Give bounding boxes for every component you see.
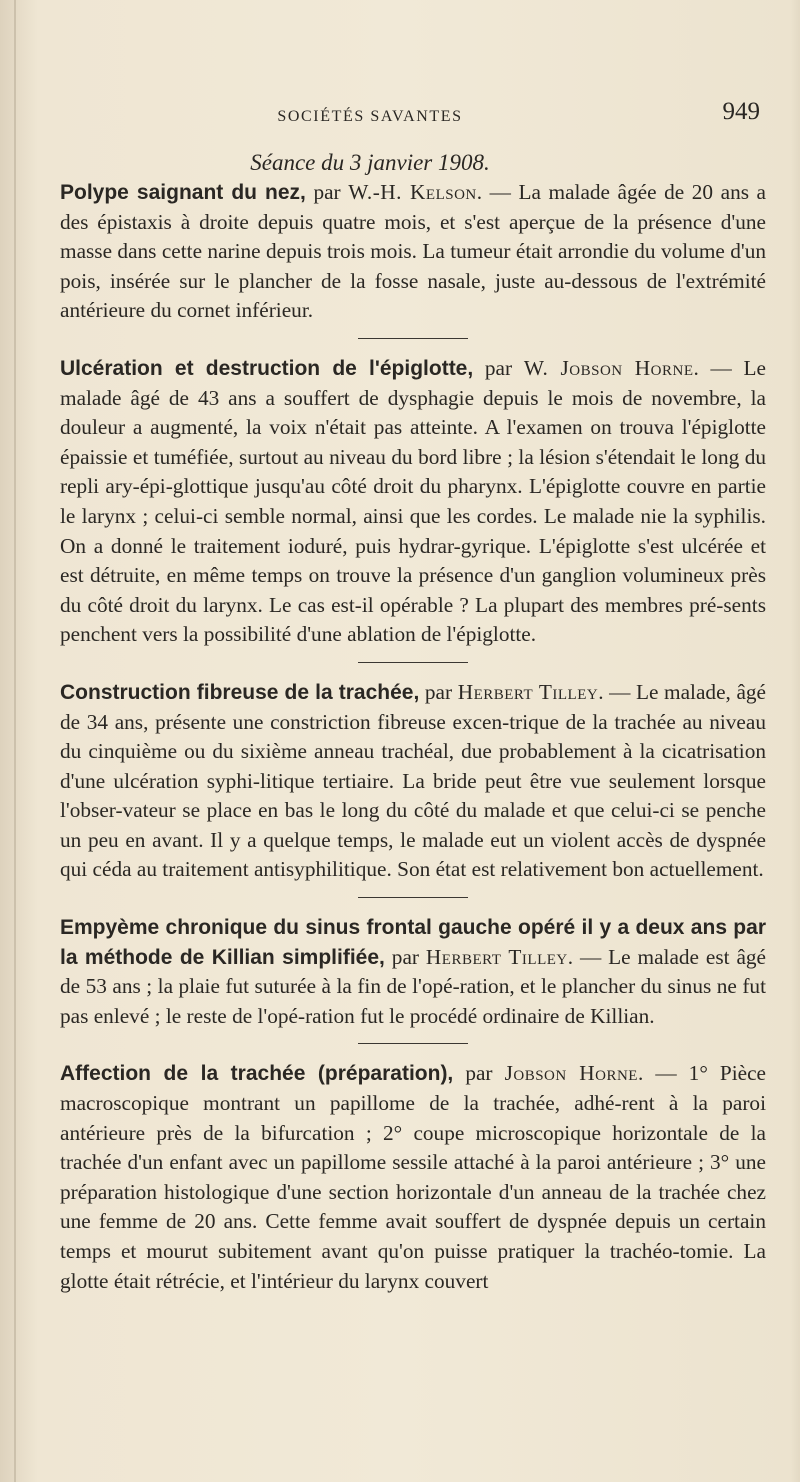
- running-head: SOCIÉTÉS SAVANTES: [277, 108, 463, 125]
- separator-rule: [60, 1031, 766, 1059]
- article-author: Herbert Tilley: [457, 679, 599, 704]
- article-paragraph: [60, 178, 766, 326]
- article-by: par: [424, 679, 453, 704]
- article-by: par: [313, 180, 341, 204]
- article-text: . — 1° Pièce macroscopique montrant un papillome de la trachée, adhé-rent à la paroi antérieure près de la bifurcation ; 2° coupe microscopique horizontale de la trachée d'un enfant avec un papillome sessile attaché à la paroi antérieure ; 3° une préparation histologique d'une section horizontale d'un anneau de la trachée chez une femme de 20 ans. Cette femme avait souffert de dyspnée depuis un certain temps et mourut subitement avant qu'on puisse pratiquer la trachéo-tomie. La glotte était rétrécie, et l'intérieur du larynx couvert: [60, 1061, 766, 1293]
- session-title: Séance du 3 janvier 1908.: [250, 150, 490, 175]
- separator-rule: [60, 326, 766, 354]
- article-by: par: [484, 355, 513, 380]
- article-text: . — Le malade, âgé de 34 ans, présente une constriction fibreuse excen-trique de la trachée au niveau du cinquième ou du sixième anneau trachéal, due probablement à la cicatrisation d'une ulcération syphi-litique tertiaire. La bride peut être vue seulement lorsque l'obser-vateur se place en bas le long du côté du malade et que celui-ci se penche un peu en avant. Il y a quelque temps, le malade eut un violent accès de dyspnée qui céda au traitement antisyphilitique. Son état est relativement bon actuellement.: [60, 679, 766, 882]
- article-construction: [60, 678, 766, 885]
- article-affection: [60, 1059, 766, 1296]
- article-text: . — La malade âgée de 20 ans a des épistaxis à droite depuis quatre mois, et s'est aperçue de la présence d'une masse dans cette narine depuis trois mois. La tumeur était arrondie du volume d'un pois, insérée sur le plancher de la fosse nasale, juste au-dessous de l'extrémité antérieure du cornet inférieur.: [60, 180, 767, 323]
- article-title: Empyème chronique du sinus frontal gauche opéré il y a deux ans par la méthode de Killian simplifiée,: [60, 916, 766, 969]
- article-polype: [60, 178, 766, 326]
- page-number: 949: [722, 98, 760, 125]
- article-by: par: [391, 944, 419, 969]
- article-author: Jobson Horne: [504, 1061, 638, 1086]
- article-by: par: [465, 1061, 493, 1086]
- article-paragraph: [60, 678, 766, 885]
- page-header: [60, 96, 760, 136]
- article-text: . — Le malade est âgé de 53 ans ; la plaie fut suturée à la fin de l'opé-ration, et le plancher du sinus ne fut pas enlevé ; le reste de l'opé-ration fut le procédé ordinaire de Killian.: [60, 944, 767, 1028]
- article-title: Polype saignant du nez,: [60, 181, 306, 204]
- article-empyeme: [60, 913, 766, 1031]
- article-paragraph: [60, 913, 766, 1031]
- separator-rule: [60, 885, 766, 913]
- article-text: . — Le malade âgé de 43 ans a souffert de dysphagie depuis le mois de novembre, la douleur a augmenté, la voix n'était pas atteinte. A l'examen on trouva l'épiglotte épaissie et tuméfiée, surtout au niveau du bord libre ; la lésion s'étendait le long du repli ary-épi-glottique jusqu'au côté droit du pharynx. L'épiglotte couvre en partie le larynx ; celui-ci semble normal, ainsi que les cordes. Le malade nie la syphilis. On a donné le traitement ioduré, puis hydrar-gyrique. L'épiglotte s'est ulcérée et est détruite, en même temps on trouve la présence d'un ganglion volumineux près du côté droit du larynx. Le cas est-il opérable ? La plupart des membres pré-sents penchent vers la possibilité d'une ablation de l'épiglotte.: [60, 355, 767, 647]
- article-paragraph: [60, 1059, 766, 1296]
- article-epiglotte: [60, 354, 766, 650]
- page-fold-shadow: [14, 0, 16, 1482]
- article-title: Construction fibreuse de la trachée,: [60, 680, 420, 704]
- article-title: Ulcération et destruction de l'épiglotte,: [60, 356, 474, 380]
- article-column: [60, 178, 766, 1296]
- separator-rule: [60, 650, 766, 678]
- article-title: Affection de la trachée (préparation),: [60, 1062, 454, 1086]
- article-paragraph: [60, 354, 766, 650]
- article-author: W.-H. Kelson: [348, 180, 477, 204]
- article-author: Herbert Tilley: [425, 944, 568, 969]
- article-author: W. Jobson Horne: [523, 355, 694, 380]
